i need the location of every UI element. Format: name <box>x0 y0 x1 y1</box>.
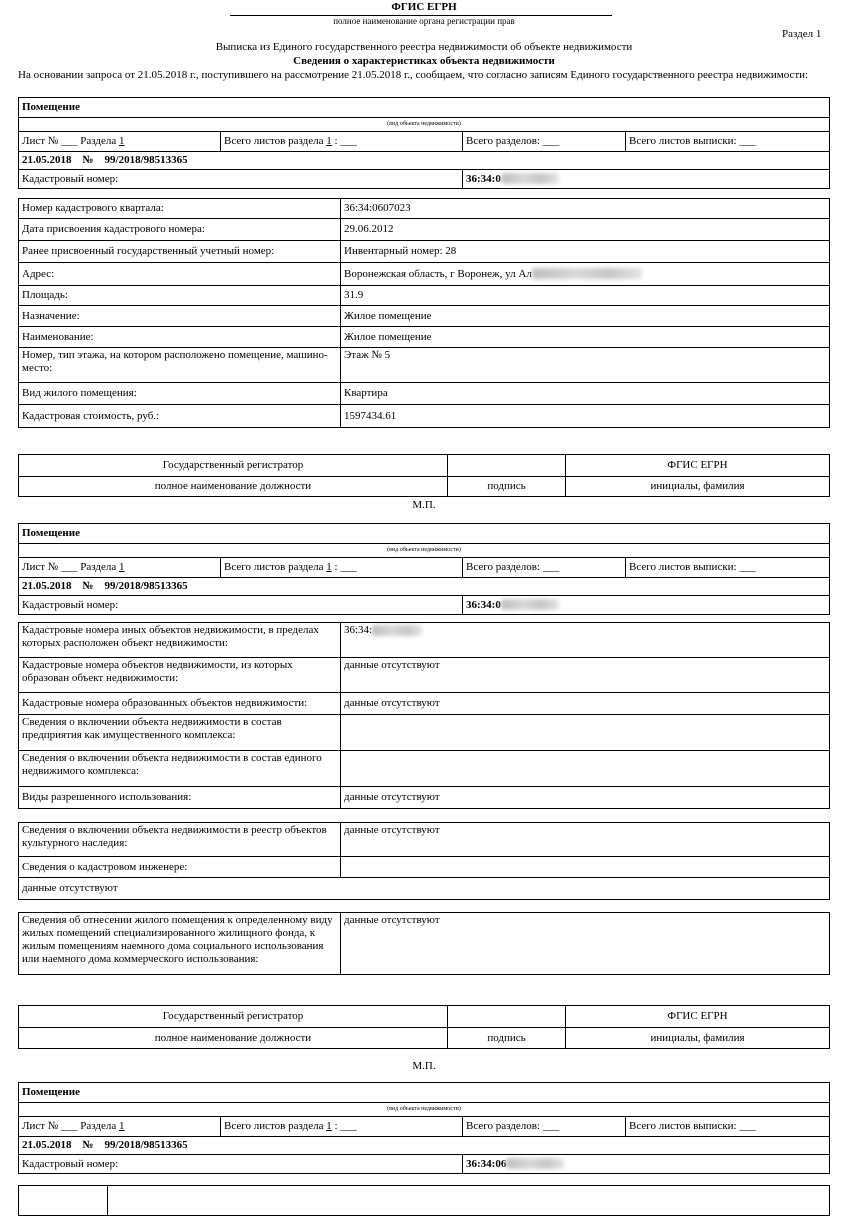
sheet-number <box>19 558 221 578</box>
redacted-blur <box>372 625 422 636</box>
row-label: Кадастровая стоимость, руб.: <box>19 405 341 428</box>
name-caption: инициалы, фамилия <box>566 1028 830 1049</box>
row-value: 29.06.2012 <box>341 219 830 241</box>
registrar-name: ФГИС ЕГРН <box>566 1006 830 1028</box>
row-value: данные отсутствуют <box>341 693 830 715</box>
row-label: Ранее присвоенный государственный учетный номер: <box>19 241 341 263</box>
partial-cell-right <box>108 1186 830 1216</box>
redacted-blur <box>501 173 559 184</box>
heritage-table <box>18 822 830 900</box>
sheet-number <box>19 1117 221 1137</box>
extract-subtitle: Сведения о характеристиках объекта недвижимости <box>293 55 555 67</box>
object-header-2 <box>18 523 830 615</box>
cadastral-value <box>463 170 830 189</box>
redacted-blur <box>532 268 642 279</box>
row-value <box>341 715 830 751</box>
engineer-value: данные отсутствуют <box>19 878 830 900</box>
signature-caption: подпись <box>448 477 566 497</box>
request-date-number: 21.05.2018 № 99/2018/98513365 <box>19 578 830 596</box>
extract-title: Выписка из Единого государственного реестра недвижимости об объекте недвижимости <box>215 41 633 53</box>
total-sheets-prefix: Всего листов раздела <box>224 1120 327 1132</box>
redacted-blur <box>506 1158 564 1169</box>
total-extract-sheets: Всего листов выписки: ___ <box>626 132 830 152</box>
total-sheets-section: 1 <box>326 1120 332 1132</box>
total-sections: Всего разделов: ___ <box>463 132 626 152</box>
position-caption: полное наименование должности <box>19 1028 448 1049</box>
name-caption: инициалы, фамилия <box>566 477 830 497</box>
row-value: 31.9 <box>341 286 830 306</box>
characteristics-table <box>18 198 830 428</box>
cadastral-value-visible: 36:34:0 <box>466 172 501 185</box>
registrar-position: Государственный регистратор <box>19 455 448 477</box>
address-value <box>341 263 830 286</box>
total-section-sheets <box>221 132 463 152</box>
engineer-label: Сведения о кадастровом инженере: <box>19 857 341 878</box>
stamp-place: М.П. <box>412 499 436 511</box>
row-value <box>341 751 830 787</box>
heritage-value: данные отсутствуют <box>341 823 830 857</box>
total-sheets-suffix: : ___ <box>331 561 357 573</box>
row-label: Кадастровые номера объектов недвижимости, из которых образован объект недвижимости: <box>19 658 341 693</box>
row-label: Назначение: <box>19 306 341 327</box>
total-sheets-section: 1 <box>326 135 332 147</box>
sheet-section: 1 <box>119 135 125 147</box>
row-value: 1597434.61 <box>341 405 830 428</box>
sheet-prefix: Лист № ___ Раздела <box>22 1120 120 1132</box>
housing-label: Сведения об отнесении жилого помещения к определенному виду жилых помещений специализированного жилищного фонда, к жилым помещениям наемного дома социального использования или наемного дома коммерческого использования: <box>19 913 341 975</box>
total-sheets-suffix: : ___ <box>331 135 357 147</box>
row-value: Жилое помещение <box>341 327 830 348</box>
object-header-3 <box>18 1082 830 1174</box>
cadastral-value <box>463 1155 830 1174</box>
row-value: Жилое помещение <box>341 306 830 327</box>
row-label: Кадастровые номера иных объектов недвижимости, в пределах которых расположен объект недвижимости: <box>19 623 341 658</box>
row-label: Виды разрешенного использования: <box>19 787 341 809</box>
signature-table-1 <box>18 454 830 497</box>
object-kind: Помещение <box>19 98 830 118</box>
request-date-number: 21.05.2018 № 99/2018/98513365 <box>19 152 830 170</box>
row-label: Наименование: <box>19 327 341 348</box>
object-kind-caption: (вид объекта недвижимости) <box>19 118 830 132</box>
sheet-prefix: Лист № ___ Раздела <box>22 135 120 147</box>
row-label: Номер кадастрового квартала: <box>19 199 341 219</box>
row-value: Квартира <box>341 383 830 405</box>
address-visible: Воронежская область, г Воронеж, ул Ал <box>344 267 532 280</box>
row-label: Номер, тип этажа, на котором расположено помещение, машино-место: <box>19 348 341 383</box>
request-date-number: 21.05.2018 № 99/2018/98513365 <box>19 1137 830 1155</box>
row-value: Инвентарный номер: 28 <box>341 241 830 263</box>
registrar-position: Государственный регистратор <box>19 1006 448 1028</box>
cadastral-value-visible: 36:34:06 <box>466 1157 507 1170</box>
redacted-blur <box>501 599 559 610</box>
total-sheets-prefix: Всего листов раздела <box>224 561 327 573</box>
object-header-1 <box>18 97 830 189</box>
cadastral-label: Кадастровый номер: <box>19 170 463 189</box>
cadastral-value-visible: 36:34:0 <box>466 598 501 611</box>
signature-table-2 <box>18 1005 830 1049</box>
object-kind-caption: (вид объекта недвижимости) <box>19 1103 830 1117</box>
enclosing-visible: 36:34: <box>344 624 373 636</box>
next-table-partial <box>18 1185 830 1216</box>
row-value: данные отсутствуют <box>341 658 830 693</box>
total-section-sheets <box>221 1117 463 1137</box>
row-value: 36:34:0607023 <box>341 199 830 219</box>
sheet-section: 1 <box>119 561 125 573</box>
row-label: Сведения о включении объекта недвижимости в состав предприятия как имущественного комплекса: <box>19 715 341 751</box>
total-sheets-prefix: Всего листов раздела <box>224 135 327 147</box>
row-label: Площадь: <box>19 286 341 306</box>
total-sheets-section: 1 <box>326 561 332 573</box>
row-label: Дата присвоения кадастрового номера: <box>19 219 341 241</box>
total-sections: Всего разделов: ___ <box>463 558 626 578</box>
row-value: данные отсутствуют <box>341 787 830 809</box>
housing-type-table <box>18 912 830 975</box>
row-label: Адрес: <box>19 263 341 286</box>
registry-org: ФГИС ЕГРН <box>391 1 457 13</box>
stamp-place: М.П. <box>412 1060 436 1072</box>
total-sections: Всего разделов: ___ <box>463 1117 626 1137</box>
row-label: Вид жилого помещения: <box>19 383 341 405</box>
signature-cell <box>448 455 566 477</box>
total-sheets-suffix: : ___ <box>331 1120 357 1132</box>
signature-caption: подпись <box>448 1028 566 1049</box>
cadastral-label: Кадастровый номер: <box>19 1155 463 1174</box>
sheet-number <box>19 132 221 152</box>
signature-cell <box>448 1006 566 1028</box>
object-kind: Помещение <box>19 524 830 544</box>
related-objects-table <box>18 622 830 809</box>
cadastral-label: Кадастровый номер: <box>19 596 463 615</box>
total-extract-sheets: Всего листов выписки: ___ <box>626 1117 830 1137</box>
total-extract-sheets: Всего листов выписки: ___ <box>626 558 830 578</box>
cadastral-value <box>463 596 830 615</box>
heritage-label: Сведения о включении объекта недвижимости в реестр объектов культурного наследия: <box>19 823 341 857</box>
object-kind-caption: (вид объекта недвижимости) <box>19 544 830 558</box>
engineer-empty <box>341 857 830 878</box>
housing-value: данные отсутствуют <box>341 913 830 975</box>
section-label: Раздел 1 <box>782 28 822 40</box>
total-section-sheets <box>221 558 463 578</box>
row-label: Сведения о включении объекта недвижимости в состав единого недвижимого комплекса: <box>19 751 341 787</box>
partial-cell-left <box>19 1186 108 1216</box>
intro-text: На основании запроса от 21.05.2018 г., поступившего на рассмотрение 21.05.2018 г., сообщаем, что согласно записям Единого государственного реестра недвижимости: <box>18 69 809 81</box>
enclosing-objects-value <box>341 623 830 658</box>
row-label: Кадастровые номера образованных объектов недвижимости: <box>19 693 341 715</box>
sheet-prefix: Лист № ___ Раздела <box>22 561 120 573</box>
position-caption: полное наименование должности <box>19 477 448 497</box>
sheet-section: 1 <box>119 1120 125 1132</box>
registrar-name: ФГИС ЕГРН <box>566 455 830 477</box>
org-caption: полное наименование органа регистрации прав <box>333 16 515 26</box>
row-value: Этаж № 5 <box>341 348 830 383</box>
object-kind: Помещение <box>19 1083 830 1103</box>
